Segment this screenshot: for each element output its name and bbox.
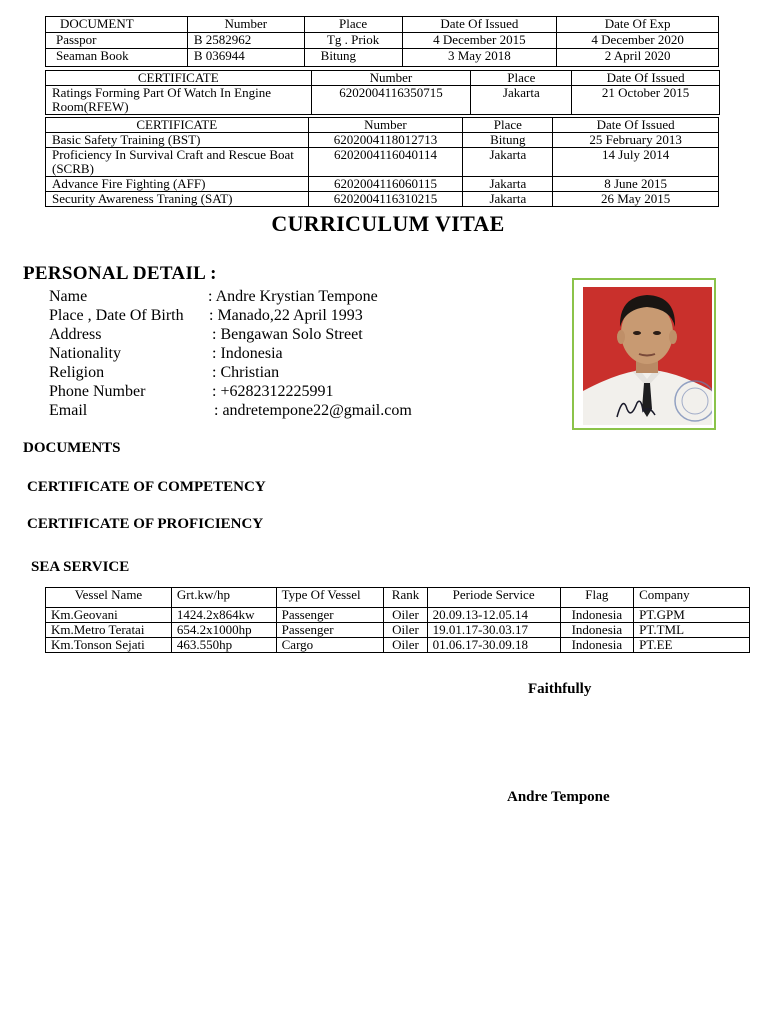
table-cell: Seaman Book	[46, 49, 188, 67]
table-cell: 25 February 2013	[553, 133, 719, 148]
table-cell: Passenger	[276, 623, 384, 638]
table-cell: Passpor	[46, 33, 188, 49]
table-header: Company	[634, 588, 750, 608]
table-cell: 654.2x1000hp	[171, 623, 276, 638]
table-cell: Jakarta	[471, 86, 572, 115]
table-cell: PT.EE	[634, 638, 750, 653]
table-cell: 4 December 2020	[557, 33, 719, 49]
table-header: Number	[187, 17, 304, 33]
table-row	[46, 192, 719, 207]
table-header: Number	[308, 118, 463, 133]
table-cell: Bitung	[463, 133, 553, 148]
table-cell: 4 December 2015	[402, 33, 557, 49]
field-label-phone: Phone Number	[49, 383, 146, 400]
table-header-row	[46, 118, 719, 133]
table-cell: 01.06.17-30.09.18	[427, 638, 560, 653]
table-row	[46, 608, 750, 623]
table-header-row	[46, 71, 720, 86]
table-cell: Ratings Forming Part Of Watch In Engine Room(RFEW)	[46, 86, 312, 115]
table-header: Place	[471, 71, 572, 86]
field-value-name: : Andre Krystian Tempone	[208, 288, 378, 305]
table-cell: 6202004118012713	[308, 133, 463, 148]
section-competency: CERTIFICATE OF COMPETENCY	[27, 479, 266, 495]
table-cell: PT.TML	[634, 623, 750, 638]
field-value-nationality: : Indonesia	[212, 345, 283, 362]
table-cell: 20.09.13-12.05.14	[427, 608, 560, 623]
table-cell: 8 June 2015	[553, 177, 719, 192]
table-cell: Passenger	[276, 608, 384, 623]
profile-photo	[583, 287, 712, 425]
personal-detail-heading: PERSONAL DETAIL :	[23, 263, 217, 284]
field-value-phone: : +6282312225991	[212, 383, 334, 400]
table-row	[46, 49, 719, 67]
section-documents: DOCUMENTS	[23, 440, 121, 456]
table-cell: 2 April 2020	[557, 49, 719, 67]
table-header: Place	[304, 17, 402, 33]
table-cell: 3 May 2018	[402, 49, 557, 67]
table-header: Date Of Issued	[553, 118, 719, 133]
photo-frame	[572, 278, 716, 430]
table-row	[46, 638, 750, 653]
table-header: Vessel Name	[46, 588, 172, 608]
table-header: Number	[311, 71, 471, 86]
table-cell: 21 October 2015	[572, 86, 720, 115]
table-header: Grt.kw/hp	[171, 588, 276, 608]
table-header: Date Of Issued	[402, 17, 557, 33]
table-cell: 6202004116350715	[311, 86, 471, 115]
table-cell: Indonesia	[560, 608, 634, 623]
table-cell: 6202004116040114	[308, 148, 463, 177]
table-cell: B 036944	[187, 49, 304, 67]
field-label-name: Name	[49, 288, 88, 305]
table-header: Type Of Vessel	[276, 588, 384, 608]
table-header-row	[46, 17, 719, 33]
table-header: Rank	[384, 588, 427, 608]
table-row	[46, 86, 720, 115]
table-cell: Jakarta	[463, 192, 553, 207]
sea-service-table	[45, 587, 750, 653]
table-cell: Km.Geovani	[46, 608, 172, 623]
closing-text: Faithfully	[528, 681, 592, 697]
field-label-birth: Place , Date Of Birth	[49, 307, 184, 324]
field-label-nationality: Nationality	[49, 345, 121, 362]
table-cell: Advance Fire Fighting (AFF)	[46, 177, 309, 192]
person-portrait-icon	[583, 287, 712, 425]
signature-name: Andre Tempone	[507, 789, 610, 805]
field-value-email: : andretempone22@gmail.com	[214, 402, 412, 419]
table-row	[46, 623, 750, 638]
section-proficiency: CERTIFICATE OF PROFICIENCY	[27, 516, 264, 532]
documents-table	[45, 16, 719, 67]
table-header: CERTIFICATE	[46, 71, 312, 86]
table-cell: Oiler	[384, 638, 427, 653]
table-cell: Oiler	[384, 623, 427, 638]
field-label-religion: Religion	[49, 364, 105, 381]
table-cell: Oiler	[384, 608, 427, 623]
table-cell: 14 July 2014	[553, 148, 719, 177]
table-cell: Km.Metro Teratai	[46, 623, 172, 638]
proficiency-table	[45, 117, 719, 207]
table-cell: Tg . Priok	[304, 33, 402, 49]
table-cell: Km.Tonson Sejati	[46, 638, 172, 653]
table-cell: Cargo	[276, 638, 384, 653]
table-header-row	[46, 588, 750, 608]
table-cell: B 2582962	[187, 33, 304, 49]
table-row	[46, 133, 719, 148]
table-header: DOCUMENT	[46, 17, 188, 33]
table-header: Date Of Exp	[557, 17, 719, 33]
field-value-religion: : Christian	[212, 364, 280, 381]
table-cell: Security Awareness Traning (SAT)	[46, 192, 309, 207]
field-value-birth: : Manado,22 April 1993	[209, 307, 363, 324]
table-row	[46, 177, 719, 192]
table-cell: 19.01.17-30.03.17	[427, 623, 560, 638]
table-cell: 6202004116060115	[308, 177, 463, 192]
field-value-address: : Bengawan Solo Street	[212, 326, 363, 343]
table-cell: 6202004116310215	[308, 192, 463, 207]
table-cell: 463.550hp	[171, 638, 276, 653]
table-cell: Jakarta	[463, 148, 553, 177]
table-header: Flag	[560, 588, 634, 608]
table-header: Periode Service	[427, 588, 560, 608]
table-cell: Jakarta	[463, 177, 553, 192]
table-cell: PT.GPM	[634, 608, 750, 623]
page-title: CURRICULUM VITAE	[271, 211, 505, 236]
table-cell: Bitung	[304, 49, 402, 67]
field-label-email: Email	[49, 402, 88, 419]
table-header: Date Of Issued	[572, 71, 720, 86]
table-cell: Basic Safety Training (BST)	[46, 133, 309, 148]
table-row	[46, 33, 719, 49]
table-cell: 26 May 2015	[553, 192, 719, 207]
table-cell: Proficiency In Survival Craft and Rescue Boat (SCRB)	[46, 148, 309, 177]
table-cell: Indonesia	[560, 638, 634, 653]
table-row	[46, 148, 719, 177]
table-cell: 1424.2x864kw	[171, 608, 276, 623]
field-label-address: Address	[49, 326, 102, 343]
table-header: CERTIFICATE	[46, 118, 309, 133]
competency-table	[45, 70, 720, 115]
table-header: Place	[463, 118, 553, 133]
section-sea-service: SEA SERVICE	[31, 559, 130, 575]
table-cell: Indonesia	[560, 623, 634, 638]
